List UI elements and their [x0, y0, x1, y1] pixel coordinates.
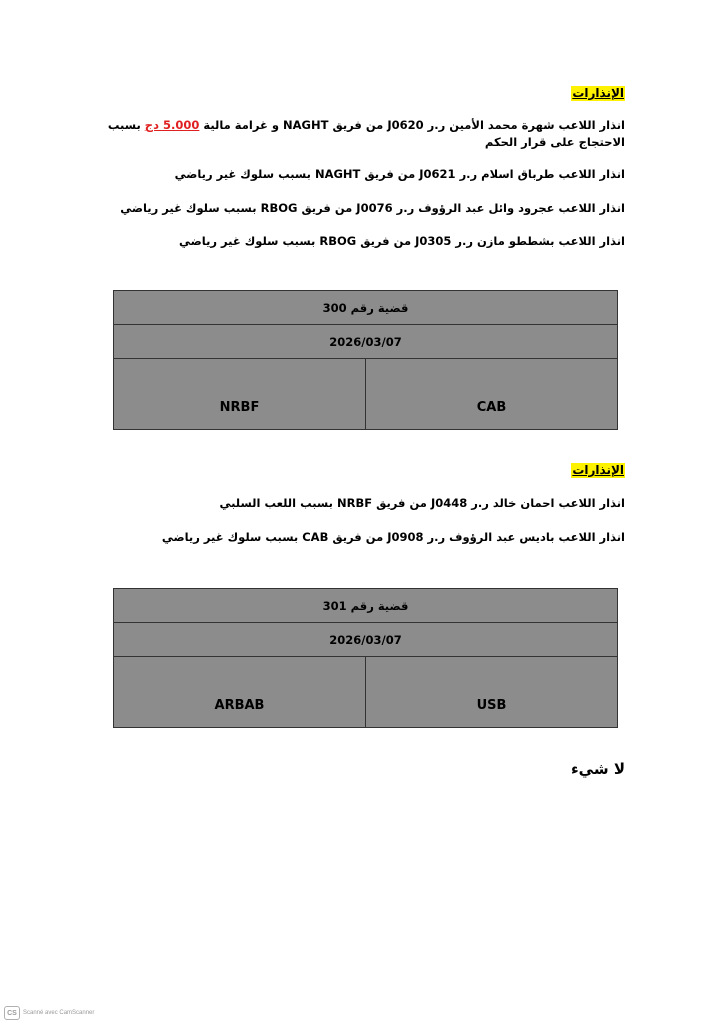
case-table-301 — [113, 588, 618, 728]
case-teams — [114, 657, 617, 727]
scanner-text: Scanné avec CamScanner — [23, 1010, 95, 1016]
case-number: قضية رقم 301 — [114, 589, 617, 623]
team-right: USB — [365, 657, 617, 727]
team-right: CAB — [365, 359, 617, 429]
team-left: NRBF — [219, 400, 260, 415]
case-date: 2026/03/07 — [114, 623, 617, 657]
warning-item: انذار اللاعب احمان خالد ر.ر J0448 من فريق NRBF بسبب اللعب السلبي — [219, 496, 625, 510]
warning-item: انذار اللاعب عجرود وائل عبد الرؤوف ر.ر J0076 من فريق RBOG بسبب سلوك غير رياضي — [120, 201, 625, 215]
case-date: 2026/03/07 — [114, 325, 617, 359]
case-table-300 — [113, 290, 618, 430]
no-entries-note: لا شيء — [571, 760, 625, 778]
warning-item: انذار اللاعب طرباق اسلام ر.ر J0621 من فريق NAGHT بسبب سلوك غير رياضي — [174, 167, 625, 181]
warning-item: انذار اللاعب بشططو مازن ر.ر J0305 من فريق RBOG بسبب سلوك غير رياضي — [179, 234, 625, 248]
warning-item: انذار اللاعب باديس عبد الرؤوف ر.ر J0908 من فريق CAB بسبب سلوك غير رياضي — [161, 530, 625, 544]
warning-text: انذار اللاعب شهرة محمد الأمين ر.ر J0620 من فريق NAGHT و غرامة مالية — [199, 118, 625, 132]
team-left: ARBAB — [214, 698, 265, 713]
scanner-watermark — [4, 1006, 94, 1020]
warnings-heading-2: الإنذارات — [572, 463, 624, 477]
warnings-heading-1: الإنذارات — [572, 86, 624, 100]
warning-item — [95, 117, 625, 151]
fine-amount: 5.000 دج — [144, 118, 200, 132]
case-number: قضية رقم 300 — [114, 291, 617, 325]
case-teams — [114, 359, 617, 429]
warning-text-tail: بسبب الاحتجاج على قرار الحكم — [107, 118, 625, 149]
camscanner-logo-icon: CS — [4, 1006, 20, 1020]
